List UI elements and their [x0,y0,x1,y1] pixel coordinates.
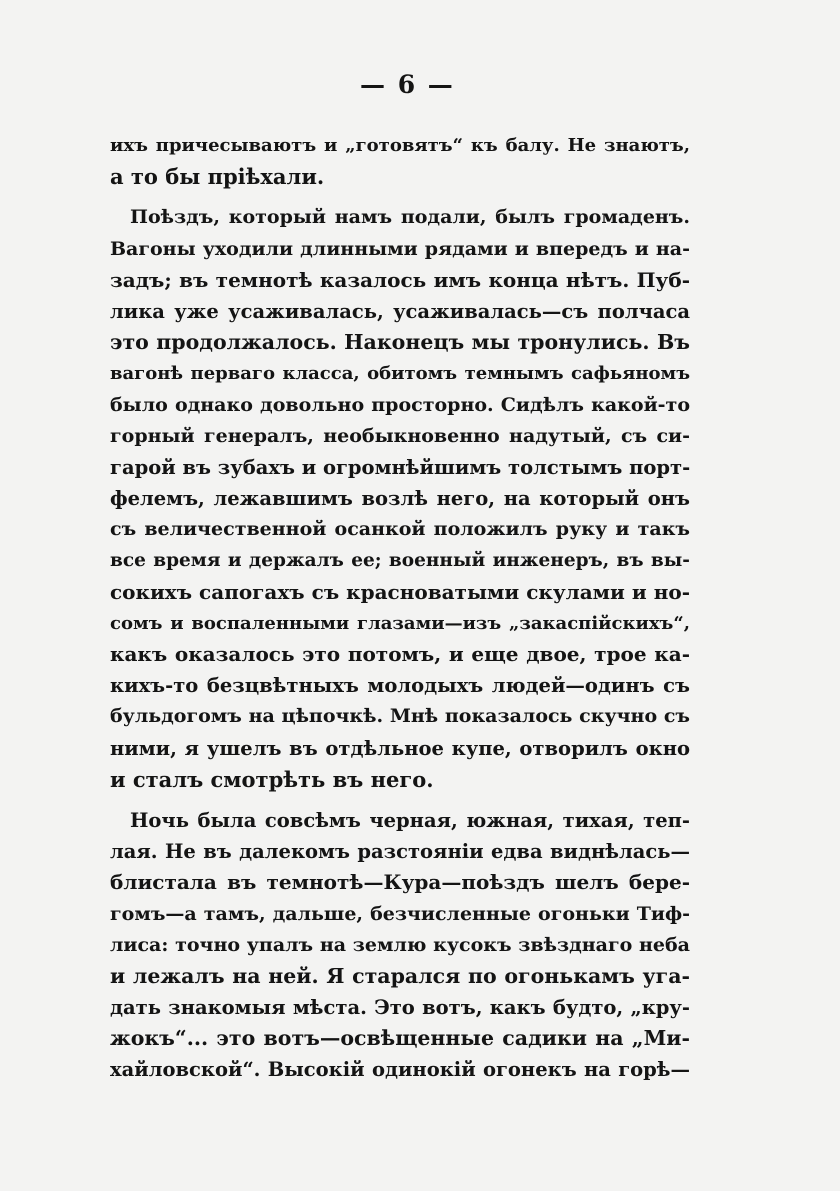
text-line: съ величественной осанкой положилъ руку и такъ [110,518,690,541]
text-line: все время и держалъ ее; военный инженеръ, въ вы- [110,550,690,572]
text-line: и лежалъ на ней. Я старался по огонькамъ уга- [110,963,690,988]
paragraph [110,130,690,192]
text-line: это продолжалось. Наконецъ мы тронулись. Въ [110,330,690,355]
text-line: гарой въ зубахъ и огромнѣйшимъ толстымъ порт- [110,455,690,479]
text-line: блистала въ темнотѣ—Кура—поѣздъ шелъ бере- [110,870,690,895]
text-line: бульдогомъ на цѣпочкѣ. Мнѣ показалось скучно съ [110,705,690,728]
text-line: Ночь была совсѣмъ черная, южная, тихая, теп- [130,808,690,832]
text-line: Поѣздъ, который намъ подали, былъ громаденъ. [130,206,690,229]
text-line: а то бы пріѣхали. [110,164,325,190]
text-line: Вагоны уходили длинными рядами и впередъ и на- [110,237,690,260]
text-line: ихъ причесываютъ и „готовятъ“ къ балу. Не знаютъ, [110,135,690,156]
body-text [110,130,690,1086]
text-line: и сталъ смотрѣть въ него. [110,766,434,792]
page-number: — 6 — [360,70,455,99]
text-line: горный генералъ, необыкновенно надутый, съ си- [110,424,690,447]
text-line: вагонѣ перваго класса, обитомъ темнымъ сафьяномъ [110,363,690,385]
text-line: кихъ-то безцвѣтныхъ молодыхъ людей—одинъ съ [110,674,690,698]
paragraph [110,805,690,1086]
text-line: сомъ и воспаленными глазами—изъ „закаспійскихъ“, [110,612,690,634]
text-line: фелемъ, лежавшимъ возлѣ него, на который онъ [110,487,690,511]
text-line: хайловской“. Высокій одинокій огонекъ на горѣ— [110,1058,690,1082]
text-line: лика уже усаживалась, усаживалась—съ полчаса [110,299,690,323]
paragraph [110,202,690,795]
text-line: лая. Не въ далекомъ разстояніи едва виднѣлась— [110,840,690,864]
text-line: задъ; въ темнотѣ казалось имъ конца нѣтъ. Пуб- [110,267,690,292]
text-line: дать знакомыя мѣста. Это вотъ, какъ будто, „кру- [110,996,690,1020]
text-line: какъ оказалось это потомъ, и еще двое, трое ка- [110,642,690,666]
text-line: жокъ“... это вотъ—освѣщенные садики на „Ми- [110,1026,690,1051]
text-line: сокихъ сапогахъ съ красноватыми скулами и но- [110,579,690,604]
text-line: гомъ—а тамъ, дальше, безчисленные огоньки Тиф- [110,902,690,925]
paragraph-gap [110,795,690,805]
paragraph-gap [110,192,690,202]
text-line: ними, я ушелъ въ отдѣльное купе, отворилъ окно [110,736,690,760]
text-line: было однако довольно просторно. Сидѣлъ какой-то [110,393,690,416]
text-line: лиса: точно упалъ на землю кусокъ звѣзднаго неба [110,933,690,956]
